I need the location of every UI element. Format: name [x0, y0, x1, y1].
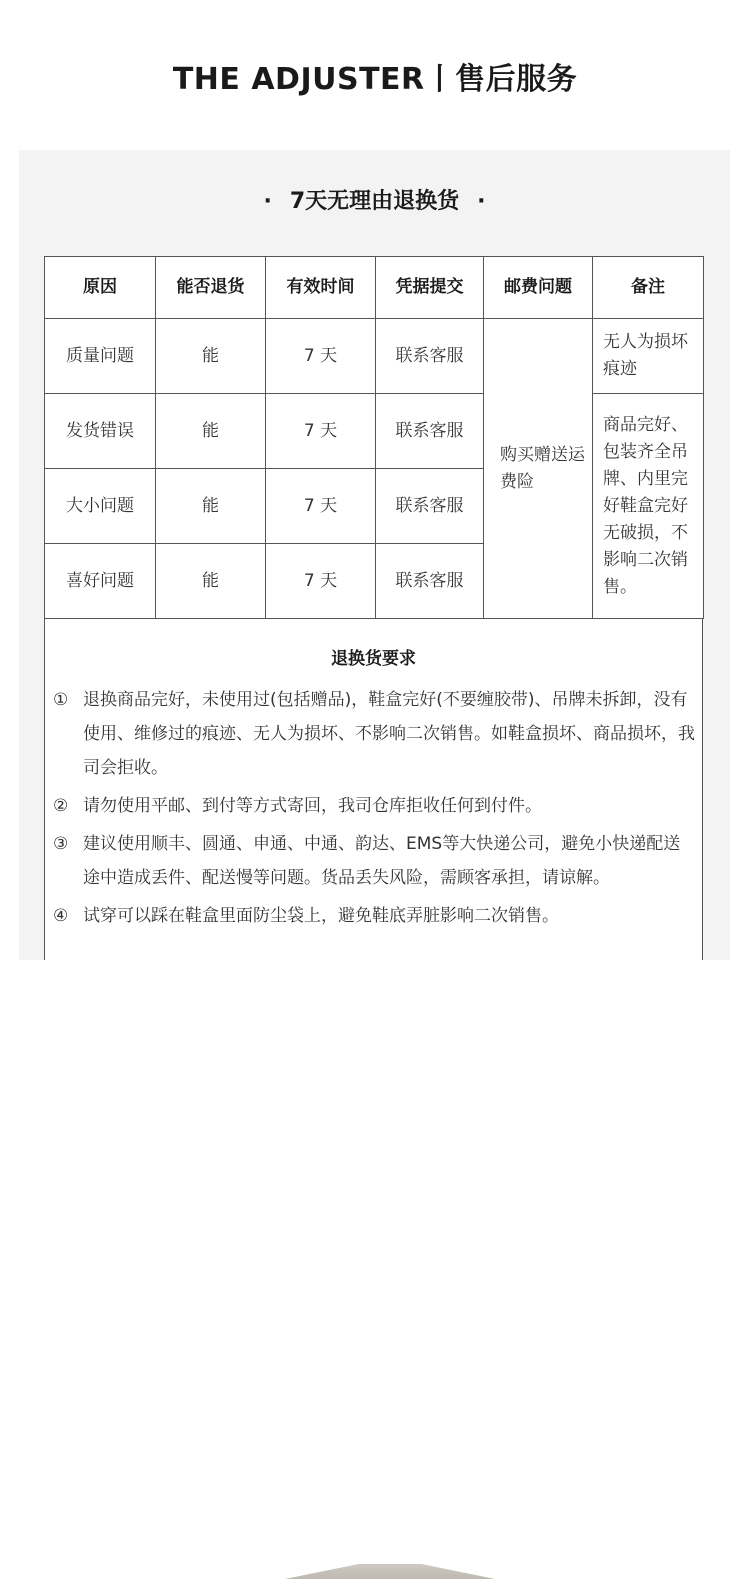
list-item	[53, 899, 697, 933]
requirements-box	[44, 619, 703, 960]
cell-reason: 喜好问题	[45, 544, 156, 619]
list-item	[53, 827, 697, 895]
cell-returnable: 能	[156, 319, 266, 394]
return-policy-table	[44, 256, 704, 619]
cell-reason: 大小问题	[45, 469, 156, 544]
item-text: 请勿使用平邮、到付等方式寄回，我司仓库拒收任何到付件。	[83, 796, 542, 816]
item-number: ③	[53, 834, 69, 854]
cell-returnable: 能	[156, 544, 266, 619]
header-valid-time: 有效时间	[266, 257, 376, 319]
cell-returnable: 能	[156, 469, 266, 544]
requirements-list	[53, 683, 697, 937]
cell-postage: 购买赠送运费险	[484, 319, 593, 619]
item-text: 建议使用顺丰、圆通、申通、中通、韵达、EMS等大快递公司，避免小快递配送途中造成丢件、配送慢等问题。货品丢失风险，需顾客承担，请谅解。	[83, 834, 681, 888]
table-header-row	[45, 257, 704, 319]
item-number: ①	[53, 690, 69, 710]
cell-reason: 发货错误	[45, 394, 156, 469]
cell-reason: 质量问题	[45, 319, 156, 394]
cell-valid-time: 7 天	[266, 469, 376, 544]
table-row	[45, 394, 704, 469]
table-row	[45, 319, 704, 394]
title-dot-right: ·	[477, 189, 486, 214]
cell-note-other: 商品完好、包装齐全吊牌、内里完好鞋盒完好无破损，不影响二次销售。	[593, 394, 704, 619]
requirements-title: 退换货要求	[331, 649, 416, 669]
header-postage: 邮费问题	[484, 257, 593, 319]
cell-proof: 联系客服	[376, 394, 484, 469]
item-number: ④	[53, 906, 69, 926]
header-reason: 原因	[45, 257, 156, 319]
item-text: 退换商品完好，未使用过(包括赠品)，鞋盒完好(不要缠胶带)、吊牌未拆卸，没有使用、维修过的痕迹、无人为损坏、不影响二次销售。如鞋盒损坏、商品损坏，我司会拒收。	[83, 690, 695, 778]
cell-valid-time: 7 天	[266, 544, 376, 619]
list-item	[53, 683, 697, 785]
cell-note-quality: 无人为损坏痕迹	[593, 319, 704, 394]
cell-returnable: 能	[156, 394, 266, 469]
title-dot-left: ·	[263, 189, 272, 214]
header-proof: 凭据提交	[376, 257, 484, 319]
cell-valid-time: 7 天	[266, 319, 376, 394]
section-title	[19, 184, 730, 215]
list-item	[53, 789, 697, 823]
cell-valid-time: 7 天	[266, 394, 376, 469]
page-title: THE ADJUSTER丨售后服务	[172, 62, 578, 97]
cell-proof: 联系客服	[376, 469, 484, 544]
item-number: ②	[53, 796, 69, 816]
item-text: 试穿可以踩在鞋盒里面防尘袋上，避免鞋底弄脏影响二次销售。	[83, 906, 559, 926]
header-note: 备注	[593, 257, 704, 319]
header-returnable: 能否退货	[156, 257, 266, 319]
cell-proof: 联系客服	[376, 544, 484, 619]
shoe-box-image	[285, 1564, 495, 1579]
cell-proof: 联系客服	[376, 319, 484, 394]
section-title-text: 7天无理由退换货	[289, 189, 460, 214]
